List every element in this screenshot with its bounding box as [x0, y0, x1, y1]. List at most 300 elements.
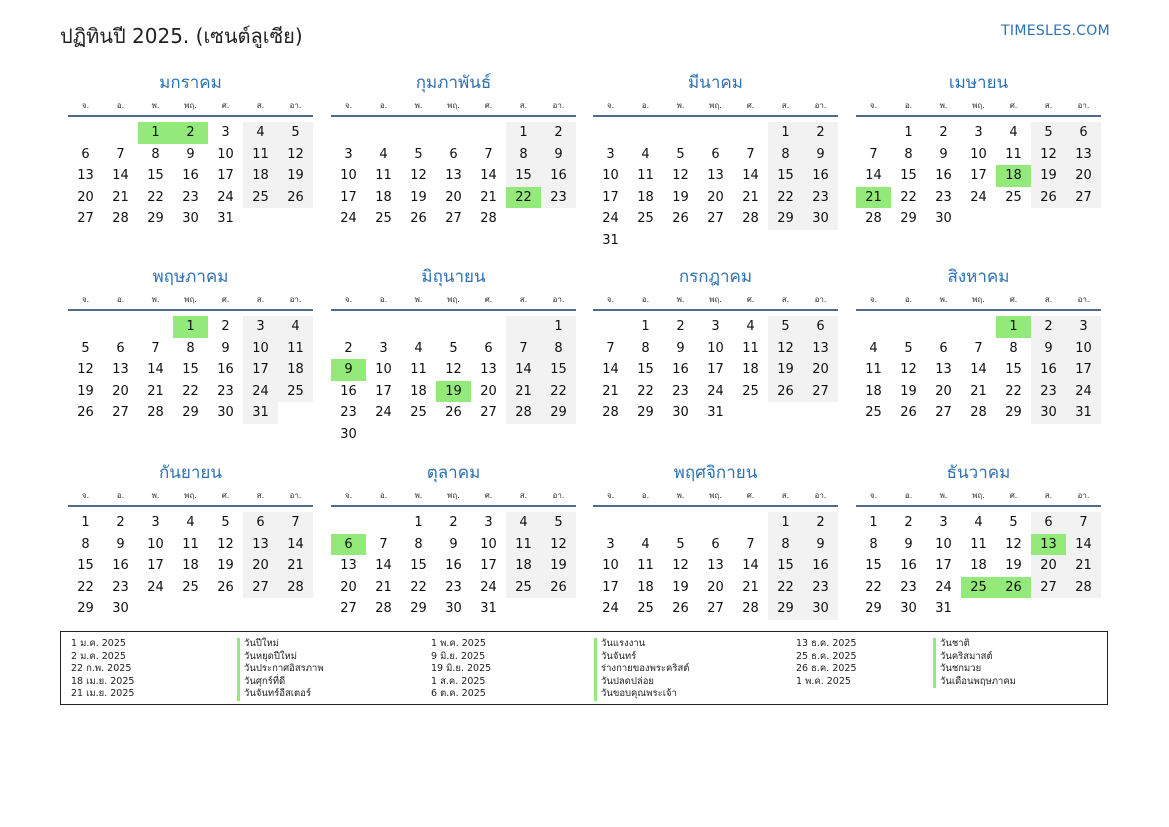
weekday-label: อา. [814, 295, 827, 304]
legend-names-col-3 [933, 638, 1016, 688]
day-cell: 21 [1066, 555, 1101, 577]
holiday-day-cell: 6 [331, 534, 366, 556]
day-cell: 18 [637, 579, 654, 595]
day-cell: 20 [803, 359, 838, 381]
day-cell: 31 [935, 601, 952, 616]
day-cell: 16 [935, 168, 952, 183]
day-cell: 4 [641, 146, 650, 162]
day-cell: 6 [803, 316, 838, 338]
day-cell: 31 [480, 601, 497, 616]
day-cell: 18 [506, 555, 541, 577]
day-cell: 17 [602, 189, 619, 205]
empty-day-cell [856, 316, 891, 338]
empty-day-cell [733, 122, 768, 144]
brand-link[interactable]: TIMESLES.COM [1001, 23, 1110, 39]
day-cell: 22 [147, 189, 164, 205]
day-cell: 28 [1066, 577, 1101, 599]
day-cell: 14 [112, 168, 129, 183]
day-cell: 2 [116, 515, 125, 530]
day-cell: 15 [768, 555, 803, 577]
day-cell: 19 [768, 359, 803, 381]
empty-day-cell [331, 512, 366, 534]
day-cell: 13 [707, 168, 724, 183]
legend-entry: 26 ธ.ค. 2025 [796, 663, 857, 674]
weekday-label: ศ. [746, 491, 755, 500]
day-cell: 13 [707, 558, 724, 573]
day-cell: 11 [970, 536, 987, 552]
day-cell: 8 [904, 146, 913, 162]
empty-day-cell [103, 122, 138, 144]
day-cell: 3 [151, 515, 160, 530]
weekday-label: อา. [1077, 295, 1090, 304]
day-cell: 27 [340, 601, 357, 616]
holiday-day-cell: 21 [856, 187, 891, 209]
day-cell: 16 [182, 168, 199, 183]
day-cell: 13 [480, 362, 497, 377]
day-cell: 9 [1031, 338, 1066, 360]
day-cell: 21 [147, 383, 164, 399]
month-name: กุมภาพันธ์ [415, 73, 492, 93]
day-cell: 3 [344, 146, 353, 162]
weekday-label: ส. [256, 295, 265, 304]
weekday-label: อ. [641, 101, 650, 110]
weekday-label: จ. [869, 101, 878, 110]
day-cell: 19 [900, 383, 917, 399]
weekday-label: ศ. [746, 101, 755, 110]
day-cell: 10 [217, 146, 234, 162]
day-cell: 27 [77, 211, 94, 226]
day-cell: 22 [768, 187, 803, 209]
day-cell: 13 [340, 558, 357, 573]
day-cell: 7 [746, 146, 755, 162]
legend-entry: วันชกมวย [933, 663, 1016, 676]
day-cell: 28 [375, 601, 392, 616]
day-cell: 23 [112, 579, 129, 595]
holiday-day-cell: 2 [173, 122, 208, 144]
weekday-label: อา. [1077, 101, 1090, 110]
empty-day-cell [506, 316, 541, 338]
legend-entry: ร่างกายของพระคริสต์ [594, 663, 689, 676]
day-cell: 19 [410, 189, 427, 205]
day-cell: 19 [77, 383, 94, 399]
day-cell: 4 [869, 340, 878, 356]
day-cell: 11 [742, 340, 759, 356]
day-cell: 7 [379, 536, 388, 552]
weekday-label: อา. [552, 101, 565, 110]
day-cell: 10 [707, 340, 724, 356]
day-cell: 28 [865, 211, 882, 226]
weekday-label: อ. [116, 101, 125, 110]
legend-entry: วันศุกร์ที่ดี [237, 676, 324, 689]
day-cell: 6 [1031, 512, 1066, 534]
weekday-label: พ. [939, 101, 948, 110]
day-cell: 15 [410, 558, 427, 573]
day-cell: 12 [900, 362, 917, 377]
weekday-label: ศ. [484, 295, 493, 304]
weekday-label: ส. [256, 491, 265, 500]
day-cell: 12 [1031, 144, 1066, 166]
day-cell: 18 [742, 362, 759, 377]
day-cell: 5 [904, 340, 913, 356]
weekday-label: พฤ. [447, 491, 460, 500]
day-cell: 17 [602, 579, 619, 595]
day-cell: 3 [606, 536, 615, 552]
empty-day-cell [103, 316, 138, 338]
day-cell: 1 [768, 512, 803, 534]
month-name: ตุลาคม [426, 463, 481, 483]
weekday-header [856, 489, 1101, 507]
day-cell: 11 [243, 144, 278, 166]
day-cell: 21 [375, 579, 392, 595]
day-cell: 5 [1031, 122, 1066, 144]
day-cell: 2 [676, 319, 685, 334]
day-cell: 22 [900, 189, 917, 205]
day-cell: 2 [344, 340, 353, 356]
day-cell: 19 [217, 558, 234, 573]
day-cell: 27 [1066, 187, 1101, 209]
day-cell: 8 [81, 536, 90, 552]
day-cell: 26 [672, 211, 689, 226]
weekday-header [68, 99, 313, 117]
month-calendar [593, 266, 838, 424]
day-cell: 11 [506, 534, 541, 556]
weekday-label: จ. [81, 295, 90, 304]
holiday-day-cell: 9 [331, 359, 366, 381]
day-cell: 6 [484, 340, 493, 356]
weekday-label: ส. [519, 101, 528, 110]
day-cell: 29 [768, 208, 803, 230]
day-cell: 12 [541, 534, 576, 556]
day-cell: 25 [182, 579, 199, 595]
day-cell: 2 [803, 512, 838, 534]
weekday-label: พฤ. [184, 101, 197, 110]
month-calendar [331, 266, 576, 445]
day-cell: 4 [243, 122, 278, 144]
weekday-header [593, 293, 838, 311]
day-cell: 20 [445, 189, 462, 205]
day-cell: 11 [865, 362, 882, 377]
day-cell: 24 [602, 211, 619, 226]
day-cell: 29 [410, 601, 427, 616]
day-cell: 25 [742, 383, 759, 399]
month-name: เมษายน [948, 73, 1009, 93]
day-cell: 1 [541, 316, 576, 338]
day-cell: 18 [637, 189, 654, 205]
day-cell: 30 [112, 601, 129, 616]
day-cell: 3 [1066, 316, 1101, 338]
day-cell: 28 [742, 211, 759, 226]
day-cell: 15 [182, 362, 199, 377]
day-cell: 19 [672, 189, 689, 205]
empty-day-cell [68, 316, 103, 338]
day-cell: 9 [449, 536, 458, 552]
day-cell: 18 [375, 189, 392, 205]
day-cell: 12 [77, 362, 94, 377]
day-cell: 7 [484, 146, 493, 162]
day-cell: 24 [707, 383, 724, 399]
day-cell: 9 [676, 340, 685, 356]
day-cell: 20 [480, 383, 497, 399]
weekday-label: ศ. [221, 101, 230, 110]
weekday-label: ส. [519, 295, 528, 304]
day-cell: 28 [480, 211, 497, 226]
day-cell: 8 [1009, 340, 1018, 356]
empty-day-cell [436, 122, 471, 144]
day-cell: 4 [974, 515, 983, 530]
day-cell: 2 [449, 515, 458, 530]
day-cell: 22 [182, 383, 199, 399]
day-cell: 8 [641, 340, 650, 356]
day-grid [331, 512, 576, 620]
legend-names-col-1 [237, 638, 324, 701]
day-cell: 6 [116, 340, 125, 356]
day-cell: 10 [375, 362, 392, 377]
month-calendar [593, 72, 838, 251]
day-cell: 20 [935, 383, 952, 399]
day-cell: 15 [865, 558, 882, 573]
day-cell: 25 [375, 211, 392, 226]
empty-day-cell [856, 122, 891, 144]
day-cell: 16 [541, 165, 576, 187]
day-cell: 15 [506, 165, 541, 187]
day-cell: 2 [939, 125, 948, 140]
day-cell: 1 [869, 515, 878, 530]
day-cell: 9 [803, 534, 838, 556]
weekday-label: อา. [289, 295, 302, 304]
day-cell: 20 [340, 579, 357, 595]
day-cell: 7 [116, 146, 125, 162]
day-cell: 22 [865, 579, 882, 595]
month-calendar [331, 462, 576, 620]
day-cell: 16 [672, 362, 689, 377]
holiday-day-cell: 13 [1031, 534, 1066, 556]
day-grid [593, 512, 838, 620]
empty-day-cell [471, 316, 506, 338]
empty-day-cell [401, 122, 436, 144]
day-grid [68, 316, 313, 424]
legend-entry: 19 มิ.ย. 2025 [431, 663, 492, 674]
weekday-header [856, 99, 1101, 117]
day-cell: 10 [602, 168, 619, 183]
holiday-day-cell: 1 [996, 316, 1031, 338]
weekday-label: พฤ. [709, 101, 722, 110]
day-cell: 21 [602, 383, 619, 399]
day-cell: 10 [243, 338, 278, 360]
weekday-label: ศ. [221, 295, 230, 304]
day-cell: 9 [116, 536, 125, 552]
legend-entry: วันปีใหม่ [237, 638, 324, 651]
day-cell: 5 [221, 515, 230, 530]
day-cell: 23 [217, 383, 234, 399]
day-cell: 17 [480, 558, 497, 573]
day-cell: 30 [1031, 402, 1066, 424]
day-cell: 17 [217, 168, 234, 183]
day-cell: 31 [217, 211, 234, 226]
day-cell: 22 [77, 579, 94, 595]
day-cell: 21 [112, 189, 129, 205]
empty-day-cell [331, 316, 366, 338]
day-cell: 3 [379, 340, 388, 356]
day-cell: 16 [217, 362, 234, 377]
month-name: กันยายน [158, 463, 222, 483]
weekday-label: อา. [289, 491, 302, 500]
day-cell: 23 [900, 579, 917, 595]
day-cell: 28 [970, 405, 987, 420]
weekday-label: พฤ. [709, 491, 722, 500]
day-cell: 30 [182, 211, 199, 226]
day-cell: 14 [480, 168, 497, 183]
day-cell: 22 [410, 579, 427, 595]
day-cell: 20 [707, 189, 724, 205]
day-cell: 3 [711, 319, 720, 334]
day-cell: 4 [379, 146, 388, 162]
day-cell: 17 [1066, 359, 1101, 381]
legend-entry: 13 ธ.ค. 2025 [796, 638, 857, 649]
weekday-label: อา. [289, 101, 302, 110]
day-cell: 13 [243, 534, 278, 556]
day-cell: 29 [182, 405, 199, 420]
weekday-label: พ. [939, 491, 948, 500]
day-cell: 29 [1005, 405, 1022, 420]
legend-entry: วันจันทร์ [594, 651, 689, 664]
weekday-label: พฤ. [972, 295, 985, 304]
day-cell: 21 [970, 383, 987, 399]
day-cell: 23 [935, 189, 952, 205]
day-cell: 11 [182, 536, 199, 552]
day-cell: 18 [970, 558, 987, 573]
weekday-label: จ. [344, 491, 353, 500]
weekday-header [68, 293, 313, 311]
weekday-label: อ. [904, 491, 913, 500]
day-grid [593, 316, 838, 424]
day-cell: 29 [147, 211, 164, 226]
weekday-label: พ. [151, 295, 160, 304]
day-cell: 27 [935, 405, 952, 420]
day-cell: 17 [375, 383, 392, 399]
day-cell: 28 [742, 601, 759, 616]
weekday-label: พฤ. [972, 491, 985, 500]
weekday-label: อ. [641, 491, 650, 500]
day-cell: 8 [768, 144, 803, 166]
day-cell: 25 [865, 405, 882, 420]
day-cell: 29 [541, 402, 576, 424]
day-cell: 27 [480, 405, 497, 420]
day-cell: 23 [803, 577, 838, 599]
day-cell: 9 [541, 144, 576, 166]
day-cell: 5 [676, 536, 685, 552]
day-cell: 6 [939, 340, 948, 356]
weekday-label: อา. [814, 101, 827, 110]
legend-entry: 6 ต.ค. 2025 [431, 688, 486, 699]
day-cell: 13 [112, 362, 129, 377]
day-cell: 13 [803, 338, 838, 360]
weekday-label: จ. [606, 295, 615, 304]
day-cell: 26 [1031, 187, 1066, 209]
day-cell: 24 [147, 579, 164, 595]
weekday-label: อ. [904, 295, 913, 304]
weekday-label: ศ. [221, 491, 230, 500]
day-cell: 12 [445, 362, 462, 377]
day-cell: 7 [606, 340, 615, 356]
day-cell: 19 [278, 165, 313, 187]
weekday-label: อา. [814, 491, 827, 500]
day-cell: 27 [803, 381, 838, 403]
day-cell: 27 [243, 577, 278, 599]
month-calendar [331, 72, 576, 230]
legend-entry: วันแรงงาน [594, 638, 689, 651]
weekday-header [68, 489, 313, 507]
month-calendar [593, 462, 838, 620]
day-cell: 14 [742, 168, 759, 183]
day-cell: 1 [904, 125, 913, 140]
weekday-label: อา. [552, 491, 565, 500]
day-cell: 8 [414, 536, 423, 552]
day-cell: 21 [742, 579, 759, 595]
month-name: พฤษภาคม [152, 267, 229, 287]
empty-day-cell [366, 316, 401, 338]
weekday-header [856, 293, 1101, 311]
day-cell: 26 [217, 579, 234, 595]
day-cell: 17 [935, 558, 952, 573]
day-cell: 2 [221, 319, 230, 334]
day-cell: 9 [904, 536, 913, 552]
day-cell: 7 [151, 340, 160, 356]
day-cell: 10 [970, 146, 987, 162]
day-cell: 8 [151, 146, 160, 162]
weekday-header [593, 489, 838, 507]
day-cell: 14 [375, 558, 392, 573]
day-cell: 1 [641, 319, 650, 334]
holiday-day-cell: 19 [436, 381, 471, 403]
empty-day-cell [733, 512, 768, 534]
day-cell: 8 [869, 536, 878, 552]
day-cell: 26 [410, 211, 427, 226]
weekday-label: อา. [1077, 491, 1090, 500]
legend-entry: วันเดือนพฤษภาคม [933, 676, 1016, 689]
weekday-label: พ. [676, 491, 685, 500]
day-cell: 30 [900, 601, 917, 616]
day-cell: 23 [182, 189, 199, 205]
day-cell: 25 [637, 601, 654, 616]
legend-entry: 1 พ.ค. 2025 [796, 675, 851, 687]
weekday-label: พ. [151, 101, 160, 110]
day-cell: 16 [900, 558, 917, 573]
day-cell: 30 [217, 405, 234, 420]
day-cell: 23 [1031, 381, 1066, 403]
legend-entry: 21 เม.ย. 2025 [71, 688, 135, 699]
day-cell: 5 [541, 512, 576, 534]
legend-entry: 25 ธ.ค. 2025 [796, 650, 857, 662]
day-cell: 12 [672, 558, 689, 573]
day-cell: 28 [602, 405, 619, 420]
day-cell: 25 [243, 187, 278, 209]
day-cell: 20 [1066, 165, 1101, 187]
weekday-label: ศ. [1009, 101, 1018, 110]
weekday-label: ศ. [484, 101, 493, 110]
weekday-label: อ. [116, 491, 125, 500]
empty-day-cell [628, 512, 663, 534]
month-name: มกราคม [159, 73, 222, 93]
empty-day-cell [628, 122, 663, 144]
day-cell: 3 [484, 515, 493, 530]
day-cell: 26 [768, 381, 803, 403]
day-cell: 24 [480, 579, 497, 595]
day-cell: 29 [900, 211, 917, 226]
weekday-label: พฤ. [447, 295, 460, 304]
day-cell: 13 [935, 362, 952, 377]
weekday-label: ส. [519, 491, 528, 500]
day-cell: 5 [81, 340, 90, 356]
